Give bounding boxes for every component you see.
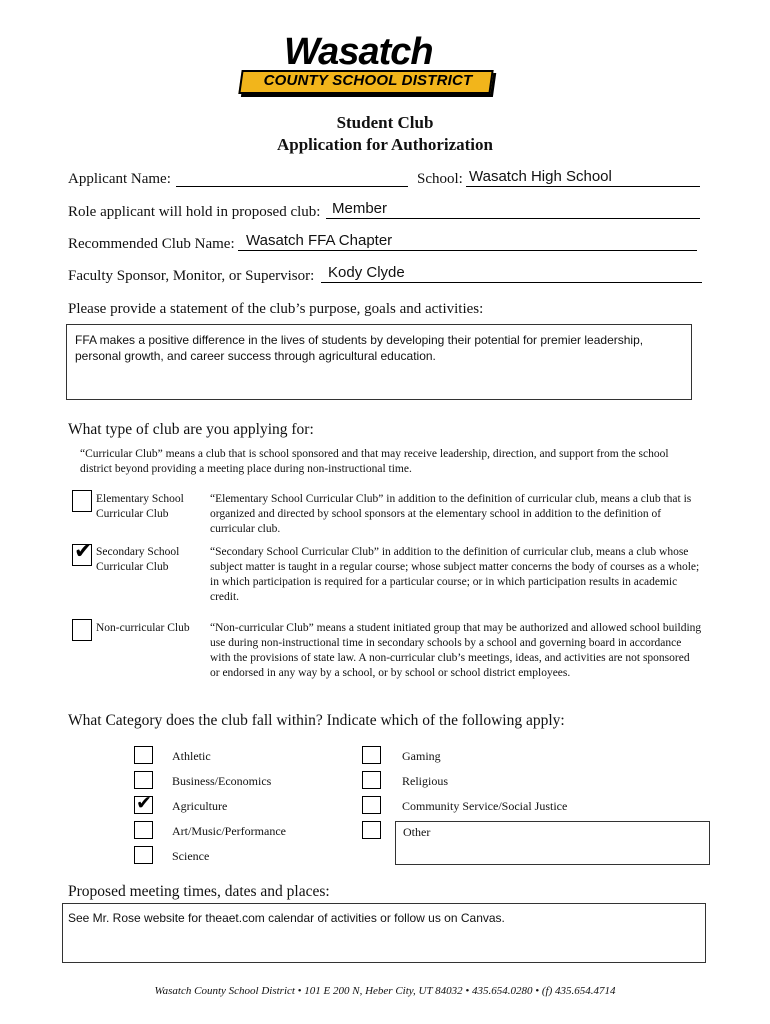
logo-subtitle: COUNTY SCHOOL DISTRICT xyxy=(263,72,473,89)
religious-label: Religious xyxy=(402,774,449,788)
district-logo xyxy=(238,28,494,98)
club-type-heading: What type of club are you applying for: xyxy=(68,421,314,438)
statement-text: FFA makes a positive difference in the lives of students by developing their potential for premier leadership, personal growth, and career success through agricultural education. xyxy=(75,333,644,363)
meetings-text: See Mr. Rose website for theaet.com calendar of activities or follow us on Canvas. xyxy=(68,911,505,925)
elementary-checkbox[interactable] xyxy=(72,490,92,512)
secondary-checkbox[interactable] xyxy=(72,539,93,566)
sponsor-field[interactable] xyxy=(321,264,702,283)
secondary-label: Secondary School Curricular Club xyxy=(96,546,180,573)
check-mark-icon: ✔ xyxy=(74,539,93,564)
club-name-field[interactable] xyxy=(238,232,697,251)
form-title: Student Club xyxy=(336,113,434,132)
role-value: Member xyxy=(332,200,388,217)
community-service-label: Community Service/Social Justice xyxy=(402,799,568,813)
form-subtitle: Application for Authorization xyxy=(277,135,493,154)
school-label: School: xyxy=(417,171,463,187)
art-checkbox[interactable] xyxy=(134,821,153,839)
athletic-checkbox[interactable] xyxy=(134,746,153,764)
noncurricular-label: Non-curricular Club xyxy=(96,622,190,634)
business-label: Business/Economics xyxy=(172,774,272,788)
noncurricular-checkbox[interactable] xyxy=(72,619,92,641)
other-checkbox[interactable] xyxy=(362,821,381,839)
category-heading: What Category does the club fall within? Indicate which of the following apply: xyxy=(68,712,565,729)
logo-wordmark: Wasatch xyxy=(284,31,433,73)
club-name-value: Wasatch FFA Chapter xyxy=(246,232,393,249)
other-input[interactable] xyxy=(395,821,710,865)
sponsor-value: Kody Clyde xyxy=(328,264,405,281)
club-name-label: Recommended Club Name: xyxy=(68,236,235,252)
athletic-label: Athletic xyxy=(172,749,211,763)
science-checkbox[interactable] xyxy=(134,846,153,864)
community-service-checkbox[interactable] xyxy=(362,796,381,814)
meetings-textarea[interactable] xyxy=(62,903,706,963)
other-label: Other xyxy=(403,825,431,839)
footer-address: Wasatch County School District • 101 E 200 N, Heber City, UT 84032 • 435.654.0280 • (f) 435.654.4714 xyxy=(154,985,616,997)
check-mark-icon: ✔ xyxy=(136,792,152,814)
agriculture-checkbox[interactable] xyxy=(134,792,153,814)
elementary-description: “Elementary School Curricular Club” in addition to the definition of curricular club, means a club that is organized and directed by school sponsors at the elementary school in addition to the definition of curricular club. xyxy=(210,493,692,535)
statement-textarea[interactable] xyxy=(66,324,692,400)
elementary-label: Elementary School Curricular Club xyxy=(96,493,184,520)
role-field[interactable] xyxy=(326,200,700,219)
religious-checkbox[interactable] xyxy=(362,771,381,789)
curricular-definition: “Curricular Club” means a club that is school sponsored and that may receive leadership, direction, and support from the school district beyond providing a meeting place during non-instructional time. xyxy=(80,448,669,475)
applicant-name-field[interactable] xyxy=(176,168,408,187)
school-value: Wasatch High School xyxy=(469,168,612,185)
gaming-checkbox[interactable] xyxy=(362,746,381,764)
business-checkbox[interactable] xyxy=(134,771,153,789)
sponsor-label: Faculty Sponsor, Monitor, or Supervisor: xyxy=(68,268,315,284)
science-label: Science xyxy=(172,849,210,863)
noncurricular-description: “Non-curricular Club” means a student initiated group that may be authorized and allowed school building use during non-instructional time in secondary schools by a school and governing board in accordance with the provisions of state law. A non-curricular club’s meetings, ideas, and activities are not sponsored or endorsed in any way by a school, or by school or school district employees. xyxy=(210,622,702,679)
school-field[interactable] xyxy=(466,168,700,187)
agriculture-label: Agriculture xyxy=(172,799,228,813)
role-label: Role applicant will hold in proposed club: xyxy=(68,204,321,220)
statement-prompt: Please provide a statement of the club’s purpose, goals and activities: xyxy=(68,301,484,317)
meetings-heading: Proposed meeting times, dates and places: xyxy=(68,883,330,900)
art-label: Art/Music/Performance xyxy=(172,824,286,838)
secondary-description: “Secondary School Curricular Club” in addition to the definition of curricular club, means a club whose subject matter is taught in a regular course; whose subject matter concerns the body of courses as a whole; in which participation is required for a particular course; or in which participation results in academic credit. xyxy=(210,546,700,603)
gaming-label: Gaming xyxy=(402,749,441,763)
applicant-name-label: Applicant Name: xyxy=(68,171,171,187)
